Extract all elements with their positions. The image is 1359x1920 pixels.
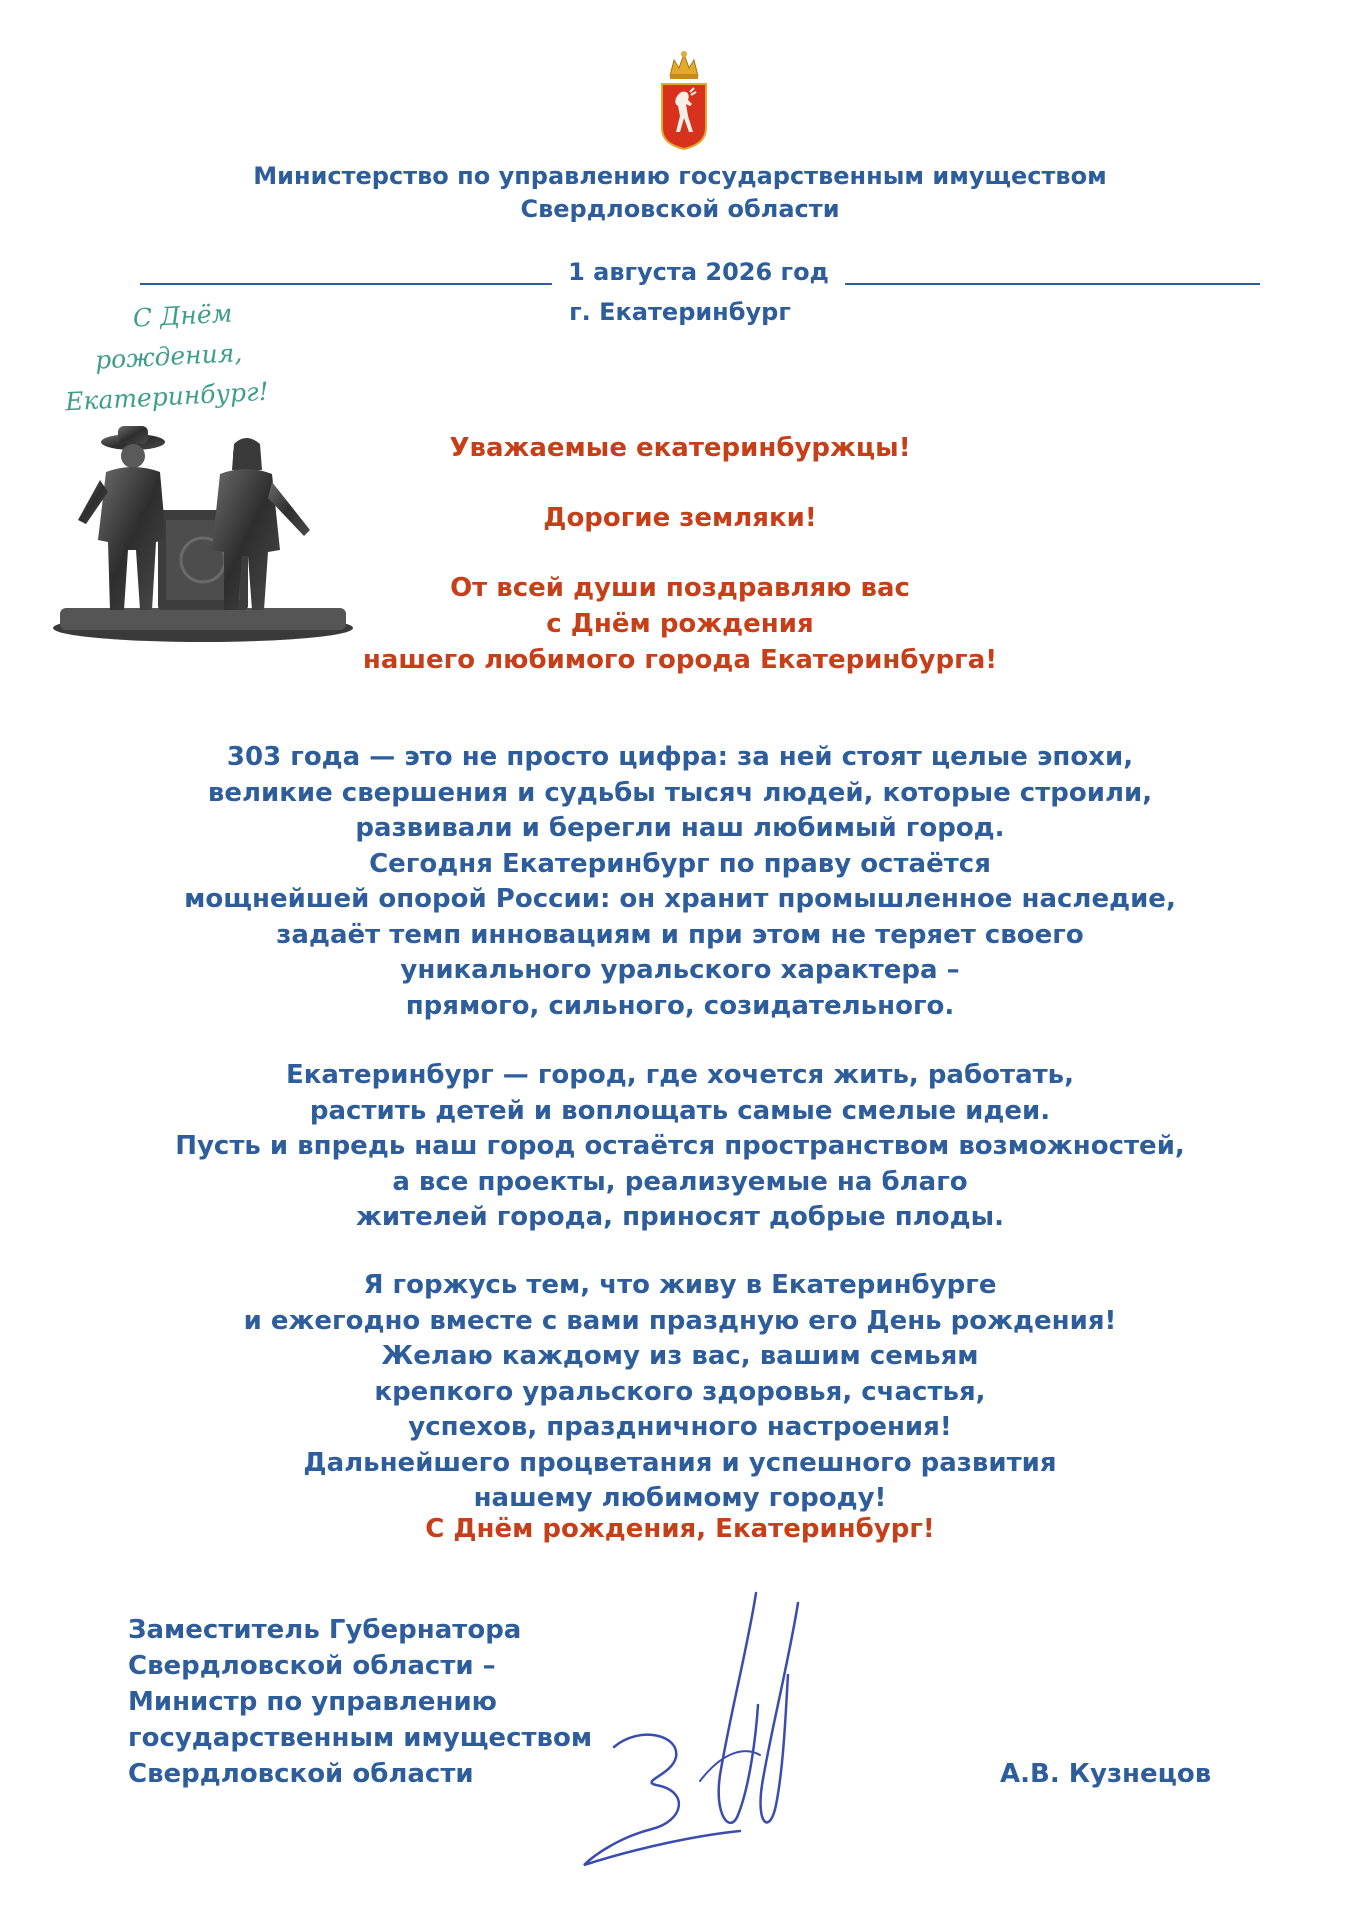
date-line (140, 255, 1260, 291)
body-paragraph (80, 1058, 1280, 1236)
paragraph-line: прямого, сильного, созидательного. (405, 990, 955, 1021)
paragraph-line: мощнейшей опорой России: он хранит промышленное наследие, (184, 884, 1176, 914)
paragraph-line: развивали и берегли наш любимый город. (355, 813, 1005, 843)
paragraph-line: а все проекты, реализуемые на благо (392, 1166, 968, 1197)
paragraph-line: успехов, праздничного настроения! (408, 1412, 952, 1442)
monument-illustration (48, 420, 358, 645)
letter-date: 1 августа 2026 год (568, 258, 829, 286)
paragraph-line: крепкого уральского здоровья, счастья, (374, 1376, 986, 1407)
signatory-title-line: Свердловской области (128, 1759, 474, 1789)
congratulation-line: с Днём рождения (546, 609, 814, 639)
greeting-script-line: С Днём (132, 298, 233, 333)
signatory-title-line: Министр по управлению (128, 1687, 497, 1717)
divider (140, 283, 552, 285)
handwritten-signature (580, 1585, 890, 1875)
ministry-line: Министерство по управлению государственным имуществом (253, 162, 1107, 190)
paragraph-line: растить детей и воплощать самые смелые идеи. (309, 1095, 1051, 1126)
greeting-script (52, 287, 358, 423)
paragraph-line: Желаю каждому из вас, вашим семьям (381, 1341, 979, 1371)
ministry-header (200, 160, 1160, 226)
paragraph-line: Екатеринбург — город, где хочется жить, работать, (285, 1060, 1074, 1090)
greeting-script-line: рождения, (94, 338, 243, 375)
signatory-title-line: Заместитель Губернатора (128, 1615, 522, 1645)
salutation: Дорогие земляки! (543, 503, 817, 533)
letter-city: г. Екатеринбург (569, 298, 791, 326)
ministry-line: Свердловской области (520, 195, 840, 223)
paragraph-line: жителей города, приносят добрые плоды. (355, 1202, 1005, 1232)
paragraph-line: 303 года — это не просто цифра: за ней стоят целые эпохи, (226, 742, 1134, 772)
coat-of-arms-icon (660, 46, 708, 150)
paragraph-line: Дальнейшего процветания и успешного развития (303, 1447, 1057, 1478)
salutation: Уважаемые екатеринбуржцы! (449, 433, 911, 463)
paragraph-line: и ежегодно вместе с вами праздную его День рождения! (243, 1305, 1117, 1336)
divider (845, 283, 1260, 285)
paragraph-line: Пусть и впредь наш город остаётся пространством возможностей, (175, 1131, 1185, 1161)
paragraph-line: Сегодня Екатеринбург по праву остаётся (369, 848, 991, 879)
signatory-title-line: государственным имуществом (128, 1723, 593, 1753)
paragraph-line: великие свершения и судьбы тысяч людей, которые строили, (207, 777, 1153, 808)
paragraph-line: задаёт темп инновациям и при этом не теряет своего (276, 919, 1084, 950)
congratulation-line: От всей души поздравляю вас (450, 573, 910, 603)
body-paragraph (80, 740, 1280, 1024)
paragraph-line: уникального уральского характера – (400, 955, 960, 985)
closing-wish: С Днём рождения, Екатеринбург! (425, 1514, 935, 1544)
greeting-script-line: Екатеринбург! (64, 376, 270, 417)
paragraph-line: Я горжусь тем, что живу в Екатеринбурге (363, 1270, 997, 1300)
body-paragraph (80, 1268, 1280, 1517)
congratulation (330, 570, 1030, 678)
paragraph-line: нашему любимому городу! (473, 1483, 887, 1513)
signatory-title-line: Свердловской области – (128, 1651, 496, 1681)
signatory-name: А.В. Кузнецов (1000, 1759, 1212, 1789)
congratulation-line: нашего любимого города Екатеринбурга! (362, 645, 998, 675)
